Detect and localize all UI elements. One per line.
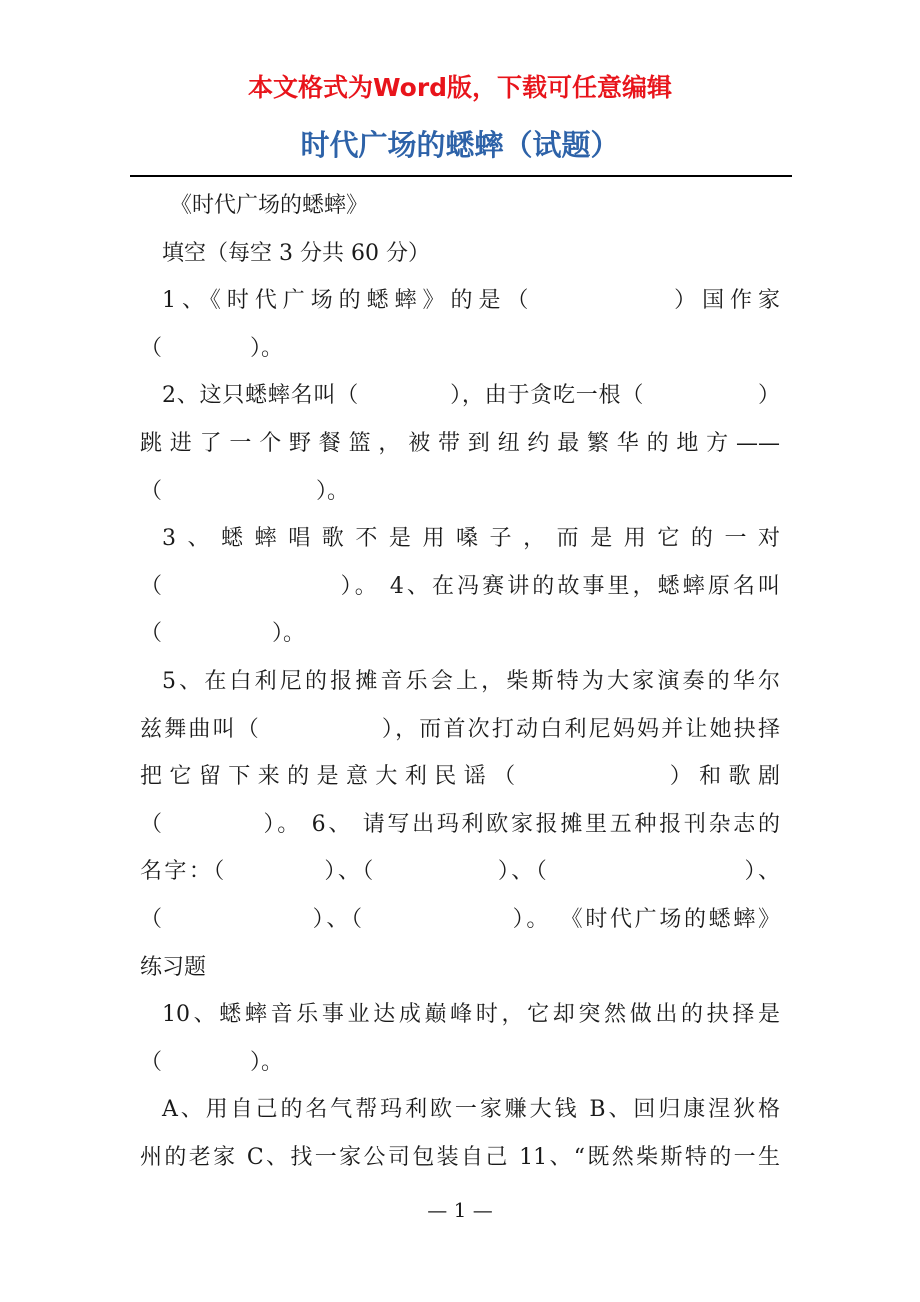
- question-2-line-3: （ ）。: [140, 478, 350, 504]
- document-body: [140, 182, 780, 1181]
- question-1-line-1: 1、《时代广场的蟋蟀》的是（ ）国作家: [162, 288, 780, 314]
- question-10-options-1: A、用自己的名气帮玛利欧一家赚大钱 B、回归康涅狄格: [162, 1097, 780, 1123]
- question-6-line-3: （ ）、（ ）。 《时代广场的蟋蟀》: [140, 906, 780, 932]
- section-heading: 填空（每空 3 分共 60 分）: [162, 240, 430, 266]
- question-2-line-2: 跳进了一个野餐篮，被带到纽约最繁华的地方——: [140, 430, 780, 456]
- question-1-line-2: （ ）。: [140, 335, 284, 361]
- page-number: — 1 —: [427, 1198, 493, 1222]
- question-4-line-2: （ ）。: [140, 621, 306, 647]
- question-5-6-line: （ ）。 6、 请写出玛利欧家报摊里五种报刊杂志的: [140, 811, 780, 837]
- format-banner: 本文格式为Word版，下载可任意编辑: [247, 73, 673, 102]
- header-rule: [130, 175, 792, 177]
- question-10-line-1: 10、蟋蟀音乐事业达成巅峰时，它却突然做出的抉择是: [162, 1002, 780, 1028]
- question-5-line-2: 兹舞曲叫（ ），而首次打动白利尼妈妈并让她抉择: [140, 716, 780, 742]
- question-5-line-3: 把它留下来的是意大利民谣（ ）和歌剧: [140, 764, 780, 790]
- exercise-heading: 练习题: [140, 954, 207, 980]
- book-title-line: 《时代广场的蟋蟀》: [170, 193, 369, 218]
- question-6-line-2: 名字：（ ）、（ ）、（ ）、: [140, 859, 780, 885]
- question-10-options-2: 州的老家 C、找一家公司包装自己 11、“既然柴斯特的一生: [140, 1144, 780, 1170]
- page-title: 时代广场的蟋蟀（试题）: [300, 128, 620, 162]
- question-2-line-1: 2、这只蟋蟀名叫（ ），由于贪吃一根（ ）: [162, 383, 780, 409]
- question-3-line-1: 3、蟋蟀唱歌不是用嗓子，而是用它的一对: [162, 526, 780, 552]
- question-10-line-2: （ ）。: [140, 1049, 284, 1075]
- question-5-line-1: 5、在白利尼的报摊音乐会上，柴斯特为大家演奏的华尔: [162, 668, 780, 694]
- question-3-4-line: （ ）。 4、在冯赛讲的故事里，蟋蟀原名叫: [140, 573, 780, 599]
